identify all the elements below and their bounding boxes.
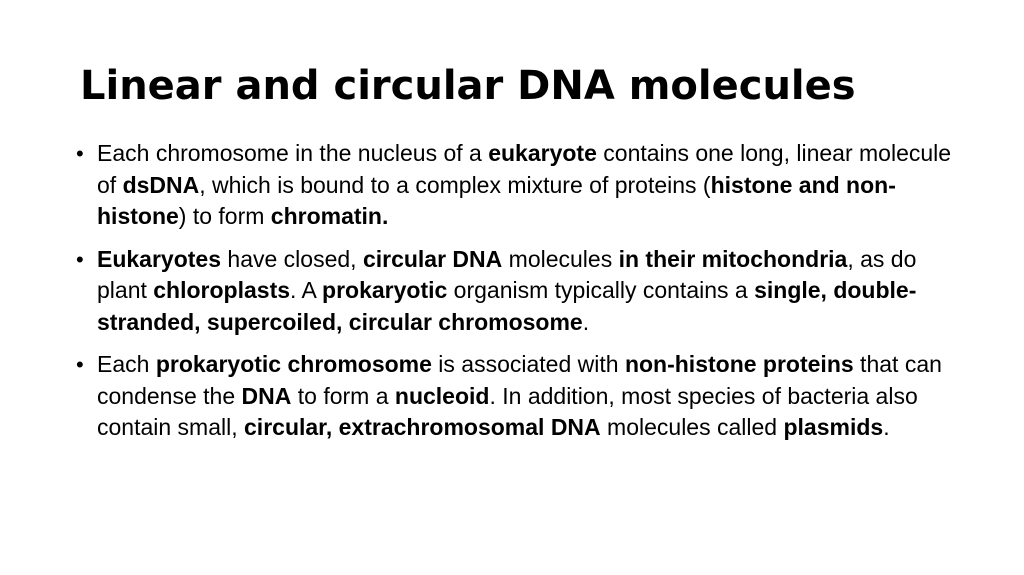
- bold-text-run: in their mitochondria: [618, 245, 848, 272]
- bold-text-run: .: [381, 203, 389, 229]
- bold-text-run: dsDNA: [122, 171, 200, 198]
- text-run: organism typically contains a: [447, 277, 755, 303]
- text-run: , as do plant: [97, 245, 917, 303]
- bullet-item: [76, 138, 956, 233]
- bullet-text: [97, 246, 916, 335]
- bold-text-run: chloroplasts: [153, 277, 291, 303]
- text-run: .: [883, 414, 890, 440]
- bold-text-run: circular DNA: [362, 245, 503, 272]
- text-run: to form a: [291, 382, 395, 409]
- bullet-dot-icon: •: [76, 141, 84, 166]
- bullet-item: [76, 244, 956, 339]
- slide-title: Linear and circular DNA molecules: [80, 63, 856, 109]
- text-run: molecules called: [600, 414, 784, 440]
- bullet-item: [76, 349, 956, 444]
- bold-text-run: single, double-stranded, supercoiled, circular chromosome: [97, 277, 917, 335]
- bullet-text: [97, 351, 942, 440]
- text-run: ) to form: [178, 203, 271, 229]
- text-run: .: [582, 308, 590, 335]
- text-run: molecules: [502, 245, 619, 272]
- text-run: is associated with: [431, 351, 625, 377]
- bullet-dot-icon: •: [76, 246, 84, 272]
- bold-text-run: eukaryote: [488, 140, 597, 166]
- bold-text-run: plasmids: [783, 414, 884, 440]
- text-run: Each chromosome in the nucleus of a: [97, 140, 489, 166]
- text-run: have closed,: [221, 245, 363, 272]
- bold-text-run: histone and non-histone: [97, 171, 896, 229]
- bold-text-run: DNA: [241, 382, 292, 409]
- bold-text-run: Eukaryotes: [97, 245, 222, 272]
- bullet-list: [76, 138, 956, 455]
- text-run: , which is bound to a complex mixture of proteins (: [199, 171, 711, 198]
- bold-text-run: nucleoid: [394, 382, 490, 409]
- bold-text-run: non-histone proteins: [624, 351, 854, 377]
- bold-text-run: chromatin: [270, 203, 382, 229]
- bullet-dot-icon: •: [76, 352, 84, 377]
- bold-text-run: prokaryotic chromosome: [155, 351, 432, 377]
- bold-text-run: circular, extrachromosomal DNA: [244, 414, 601, 440]
- bold-text-run: prokaryotic: [322, 277, 448, 303]
- text-run: . A: [290, 277, 323, 303]
- text-run: contains one long, linear molecule of: [97, 140, 952, 198]
- text-run: Each: [97, 351, 156, 377]
- bullet-text: [97, 140, 951, 229]
- text-run: . In addition, most species of bacteria also contain small,: [97, 382, 918, 440]
- text-run: that can condense the: [97, 351, 942, 409]
